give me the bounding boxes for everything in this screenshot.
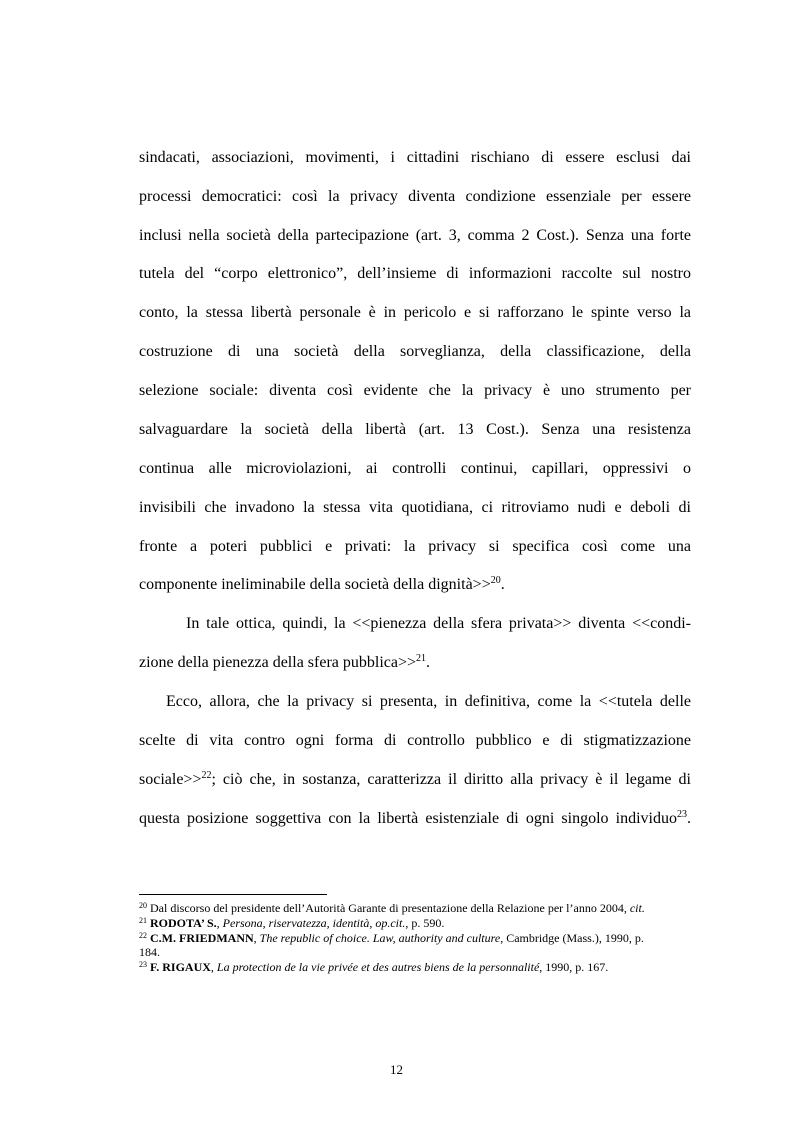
- paragraph-2-line-1: In tale ottica, quindi, la <<pienezza della sfera privata>> diventa <<condi-: [186, 615, 691, 632]
- footnote-number: 23: [139, 960, 147, 969]
- footnote-ref-22: 22: [201, 770, 212, 781]
- footnote-citation: cit.: [629, 901, 645, 915]
- paragraph-2-line-2: [139, 653, 691, 673]
- footnote-sep: ,: [216, 916, 223, 930]
- body-line-8: salvaguardare la società della libertà (art. 13 Cost.). Senza una resistenza: [139, 421, 691, 438]
- footnote-sep: ,: [253, 931, 260, 945]
- footnote-details: , 1990, p. 167.: [539, 960, 609, 974]
- footnote-title: The republic of choice. Law, authority and culture: [259, 931, 501, 945]
- body-line-4: tutela del “corpo elettronico”, dell’insieme di informazioni raccolte sul nostro: [139, 265, 691, 282]
- footnote-details: , Cambridge (Mass.), 1990, p.: [500, 931, 644, 945]
- body-line-9: continua alle microviolazioni, ai controlli continui, capillari, oppressivi o: [139, 460, 691, 477]
- body-line-1: sindacati, associazioni, movimenti, i cittadini rischiano di essere esclusi dai: [139, 149, 691, 166]
- paragraph-3-line-3: [139, 770, 691, 790]
- footnote-number: 22: [139, 931, 147, 940]
- body-line-5: conto, la stessa libertà personale è in pericolo e si rafforzano le spinte verso la: [139, 304, 691, 321]
- footnote-separator: [139, 894, 327, 895]
- footnote-author: RODOTA’ S.: [147, 916, 217, 930]
- paragraph-3-line-3-b: ; ciò che, in sostanza, caratterizza il diritto alla privacy è il legame di: [211, 771, 691, 788]
- paragraph-3-line-4-end: .: [687, 810, 691, 827]
- body-line-6: costruzione di una società della sorveglianza, della classificazione, della: [139, 343, 691, 360]
- footnote-21: [139, 916, 691, 930]
- paragraph-2-line-2-text: zione della pienezza della sfera pubblica>>: [139, 654, 417, 671]
- footnote-22: [139, 931, 691, 945]
- footnote-20: [139, 901, 691, 915]
- body-line-12-end: .: [500, 576, 505, 593]
- footnote-ref-23: 23: [677, 809, 687, 820]
- body-line-3: inclusi nella società della partecipazione (art. 3, comma 2 Cost.). Senza una forte: [139, 227, 691, 244]
- body-line-2: processi democratici: così la privacy diventa condizione essenziale per essere: [139, 188, 691, 205]
- footnote-text: Dal discorso del presidente dell’Autorità Garante di presentazione della Relazione per l’anno 2004,: [147, 901, 630, 915]
- footnote-ref-20: 20: [490, 575, 501, 586]
- body-line-11: fronte a poteri pubblici e privati: la privacy si specifica così come una: [139, 538, 691, 555]
- footnote-title: Persona, riservatezza, identità, op.cit.: [222, 916, 406, 930]
- paragraph-3-line-4: [139, 809, 691, 829]
- footnote-title: La protection de la vie privée et des autres biens de la personnalité: [216, 960, 540, 974]
- paragraph-3-line-3-a: sociale>>: [139, 771, 202, 788]
- paragraph-2-line-2-end: .: [426, 654, 431, 671]
- footnote-22-continuation: 184.: [139, 945, 160, 959]
- footnote-ref-21: 21: [416, 653, 427, 664]
- body-line-12-text: componente ineliminabile della società della dignità>>: [139, 576, 491, 593]
- footnote-number: 20: [139, 901, 147, 910]
- paragraph-3-line-1: Ecco, allora, che la privacy si presenta, in definitiva, come la <<tutela delle: [166, 693, 691, 710]
- footnote-number: 21: [139, 916, 147, 925]
- body-line-12: [139, 575, 691, 595]
- paragraph-3-line-2: scelte di vita contro ogni forma di controllo pubblico e di stigmatizzazione: [139, 732, 691, 749]
- footnote-details: , p. 590.: [405, 916, 445, 930]
- footnote-sep: ,: [210, 960, 217, 974]
- body-line-7: selezione sociale: diventa così evidente che la privacy è uno strumento per: [139, 382, 691, 399]
- page-number: 12: [390, 1062, 403, 1077]
- footnote-author: F. RIGAUX: [147, 960, 211, 974]
- paragraph-3-line-4-text: questa posizione soggettiva con la libertà esistenziale di ogni singolo individuo: [139, 810, 677, 827]
- body-line-10: invisibili che invadono la stessa vita quotidiana, ci ritroviamo nudi e deboli di: [139, 499, 691, 516]
- footnote-23: [139, 960, 691, 974]
- footnote-author: C.M. FRIEDMANN: [147, 931, 254, 945]
